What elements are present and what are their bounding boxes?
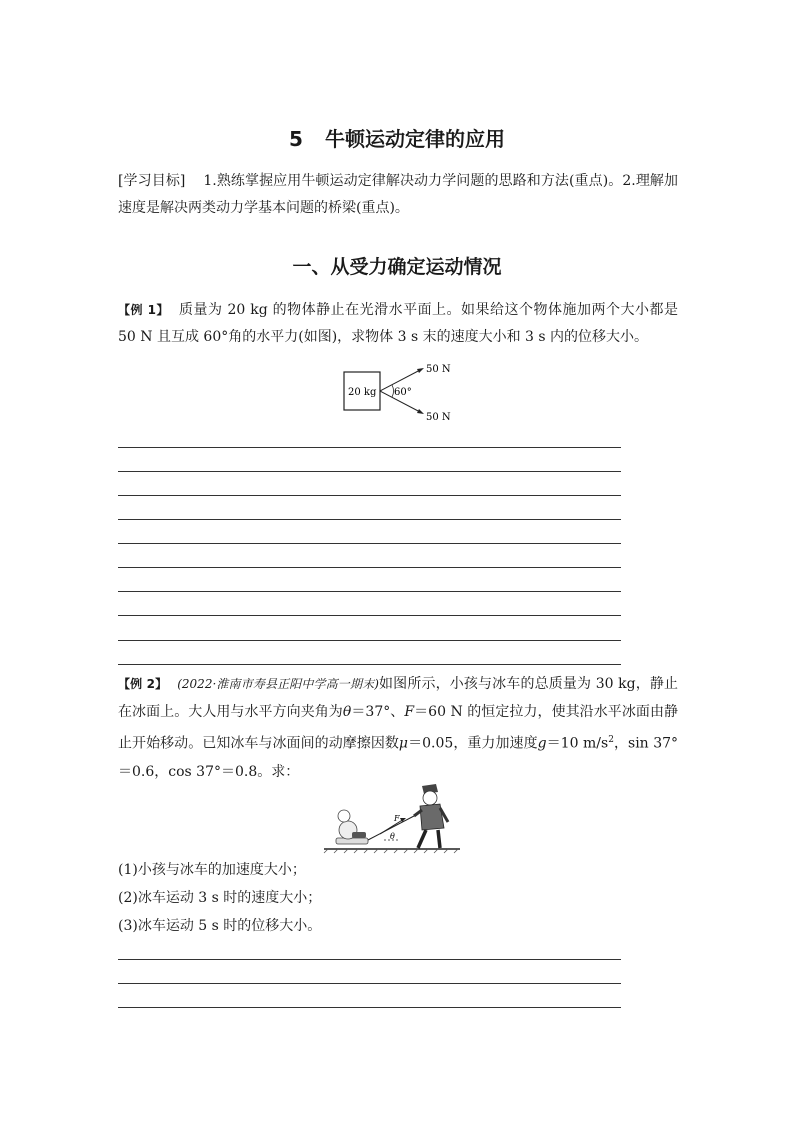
example-2-text: 如图所示，小孩与冰车的总质量为 30 kg，静止在冰面上。大人用与水平方向夹角为 [118, 676, 678, 720]
adult-leg-left [418, 830, 426, 848]
g-symbol: g [537, 735, 547, 752]
mass-label: 20 kg [348, 387, 377, 398]
force-diagram [340, 360, 470, 424]
example-2-text: ，sin 37°＝0.6，cos 37°＝0.8。求： [118, 735, 679, 780]
learning-goals-text: 1.熟练掌握应用牛顿运动定律解决动力学问题的思路和方法(重点)。2.理解加速度是解决两类动力学基本问题的桥梁(重点)。 [118, 173, 678, 216]
force-label-top: 50 N [426, 364, 451, 375]
theta-symbol: θ [342, 704, 352, 720]
force-symbol: F [404, 704, 415, 720]
example-1-tag: 【例 1】 [118, 303, 170, 317]
answer-line[interactable] [118, 447, 621, 448]
answer-line[interactable] [118, 471, 621, 472]
adult-figure [414, 784, 448, 848]
answer-line[interactable] [118, 519, 621, 520]
adult-head [423, 791, 437, 805]
example-1 [118, 297, 678, 351]
child-on-sled [336, 810, 368, 844]
answer-line[interactable] [118, 543, 621, 544]
section-title: 一、从受力确定运动情况 [292, 256, 502, 278]
example-2-text: ＝37°、 [351, 704, 405, 720]
answer-line[interactable] [118, 495, 621, 496]
answer-line[interactable] [118, 567, 621, 568]
answer-line[interactable] [118, 640, 621, 641]
question-2: (2)冰车运动 3 s 时的速度大小； [118, 890, 322, 906]
example-2-text: ＝10 m/s [546, 735, 609, 752]
answer-line[interactable] [118, 1007, 621, 1008]
example-1-text: 质量为 20 kg 的物体静止在光滑水平面上。如果给这个物体施加两个大小都是 50 N 且互成 60°角的水平力(如图)，求物体 3 s 末的速度大小和 3 s 内的位移大小。 [118, 302, 679, 345]
arrowhead-bottom [417, 409, 424, 414]
title-number: 5 [289, 127, 303, 151]
question-3: (3)冰车运动 5 s 时的位移大小。 [118, 918, 322, 934]
angle-label: 60° [394, 387, 412, 398]
answer-line[interactable] [118, 615, 621, 616]
angle-label: θ [390, 832, 395, 841]
child-head [338, 810, 350, 822]
page-title [0, 123, 794, 152]
example-2-text: ＝0.05，重力加速度 [408, 735, 538, 752]
sled [336, 838, 368, 844]
force-label-bottom: 50 N [426, 412, 451, 423]
example-2 [118, 670, 678, 786]
learning-goals [118, 168, 678, 222]
answer-line[interactable] [118, 983, 621, 984]
title-text: 牛顿运动定律的应用 [324, 127, 505, 151]
answer-line[interactable] [118, 959, 621, 960]
example-2-text: ＝60 N 的恒定拉力，使其沿水平冰面由静止开始移动。已知冰车与冰面间的动摩擦因数 [118, 704, 678, 752]
question-1: (1)小孩与冰车的加速度大小； [118, 862, 306, 878]
mu-symbol: μ [398, 735, 409, 752]
example-2-tag: 【例 2】 [118, 677, 168, 691]
arrowhead-top [417, 368, 424, 373]
superscript: 2 [608, 735, 614, 745]
sled-figure [322, 776, 462, 856]
answer-line[interactable] [118, 664, 621, 665]
learning-goals-tag: [学习目标] [118, 173, 186, 189]
answer-line[interactable] [118, 591, 621, 592]
force-label: F [394, 814, 400, 823]
example-2-source: (2022·淮南市寿县正阳中学高一期末) [177, 677, 379, 691]
child-legs [352, 832, 366, 838]
adult-leg-right [438, 830, 440, 848]
